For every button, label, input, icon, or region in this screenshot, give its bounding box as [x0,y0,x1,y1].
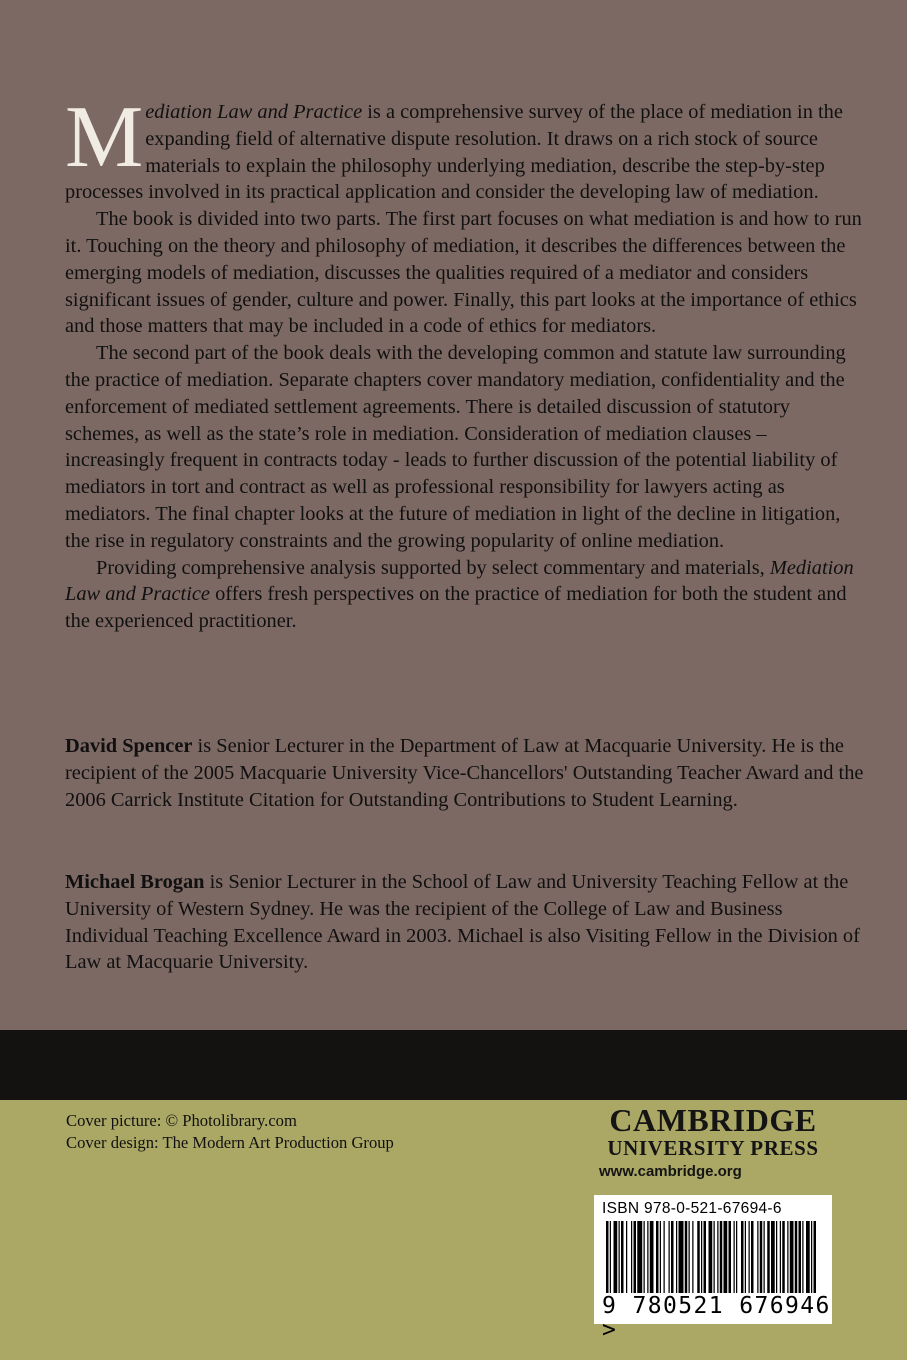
barcode-bar [736,1221,737,1293]
dark-divider-band [0,1030,907,1100]
barcode-bar [656,1221,659,1293]
barcode-bar [811,1221,812,1293]
publisher-url: www.cambridge.org [599,1163,742,1180]
drop-cap-letter: M [65,89,144,186]
barcode-bar [679,1221,684,1293]
barcode-bar [760,1221,763,1293]
barcode-bar [806,1221,810,1293]
barcode-bar [709,1221,713,1293]
barcode-bar [795,1221,798,1293]
barcode-bar [647,1221,648,1293]
blurb-paragraph-4-rest: offers fresh perspectives on the practice of mediation for both the student and the experienced practitioner. [65,583,847,633]
barcode-bar [767,1221,770,1293]
barcode-bar [814,1221,817,1293]
barcode-bar [776,1221,777,1293]
book-title-italic: ediation Law and Practice [145,101,363,123]
barcode-bar [704,1221,707,1293]
barcode-bar [780,1221,781,1293]
cover-design-credit: Cover design: The Modern Art Production Group [66,1133,394,1152]
book-blurb [65,89,865,635]
barcode-bars [602,1221,824,1293]
barcode-bar [637,1221,642,1293]
blurb-paragraph-4 [65,555,865,635]
barcode-bar [714,1221,715,1293]
barcode-bar [644,1221,645,1293]
barcode-bar [724,1221,728,1293]
blurb-paragraph-1-text: is a comprehensive survey of the place of mediation in the expanding field of alternative dispute resolution. It draws on a rich stock of source materials to explain the philosophy underlying mediation, describe the step-by-step processes involved in its practical application and consider the developing law of mediation. [65,101,843,204]
author-bio-text: is Senior Lecturer in the Department of Law at Macquarie University. He is the recipient of the 2005 Macquarie University Vice-Chancellors' Outstanding Teacher Award and the 2006 Carrick Institute Citation for Outstanding Contributions to Student Learning. [65,735,864,811]
barcode-bar [802,1221,803,1293]
barcode-bar [606,1221,609,1293]
publisher-subname: UNIVERSITY PRESS [607,1136,819,1160]
barcode-bar [634,1221,637,1293]
barcode-bar [757,1221,758,1293]
barcode-bar [787,1221,788,1293]
barcode-bar [729,1221,732,1293]
barcode-bar [669,1221,670,1293]
publisher-name: CAMBRIDGE [609,1102,817,1138]
barcode-bar [749,1221,750,1293]
barcode-bar [717,1221,718,1293]
barcode-bar [771,1221,775,1293]
barcode-bar [697,1221,700,1293]
author-bio-brogan [65,869,865,976]
barcode-bar [790,1221,794,1293]
barcode-bar [764,1221,765,1293]
author-name: Michael Brogan [65,871,205,893]
barcode-bar [614,1221,618,1293]
author-bio-spencer [65,733,865,813]
author-name: David Spencer [65,735,193,757]
barcode-bar [685,1221,688,1293]
barcode-bar [671,1221,674,1293]
barcode-bar [621,1221,624,1293]
barcode-bar [619,1221,620,1293]
barcode-bar [689,1221,690,1293]
book-title-italic: Mediation Law and Practice [65,556,854,606]
barcode-bar [701,1221,702,1293]
barcode-bar [610,1221,611,1293]
publisher-logo [598,1103,828,1183]
author-bio-text: is Senior Lecturer in the School of Law and University Teaching Fellow at the University of Western Sydney. He was the recipient of the College of Law and Business Individual Teaching Excellence Award in 2003. Michael is also Visiting Fellow in the Division of Law at Macquarie University. [65,871,860,974]
barcode-bar [745,1221,746,1293]
barcode-bar [692,1221,693,1293]
barcode-bar [734,1221,735,1293]
blurb-paragraph-1 [65,89,865,206]
blurb-paragraph-3: The second part of the book deals with the developing common and statute law surrounding the practice of mediation. Separate chapters cover mandatory mediation, confidentiality and the enforcement of mediated settlement agreements. There is detailed discussion of statutory schemes, as well as the state’s role in mediation. Consideration of mediation clauses – increasingly frequent in contracts today - leads to further discussion of the potential liability of mediators in tort and contract as well as professional responsibility for lawyers acting as mediators. The final chapter looks at the future of mediation in light of the decline in litigation, the rise in regulatory constraints and the growing popularity of online mediation. [65,342,846,552]
barcode-bar [741,1221,744,1293]
isbn-label: ISBN 978-0-521-67694-6 [602,1200,782,1217]
barcode-bar [660,1221,661,1293]
isbn-barcode [594,1195,832,1343]
barcode-bar [650,1221,654,1293]
barcode-bar [751,1221,754,1293]
barcode-bar [676,1221,677,1293]
barcode-bar [799,1221,802,1293]
cover-picture-credit: Cover picture: © Photolibrary.com [66,1111,297,1130]
barcode-bar [664,1221,665,1293]
barcode-digits: 9 780521 676946 > [602,1293,831,1343]
barcode-bar [631,1221,632,1293]
cover-credits [66,1110,394,1154]
blurb-paragraph-4-lead: Providing comprehensive analysis supported by select commentary and materials, [96,556,770,579]
barcode-bar [626,1221,627,1293]
barcode-bar [782,1221,785,1293]
blurb-paragraph-2: The book is divided into two parts. The first part focuses on what mediation is and how to run it. Touching on the theory and philosophy of mediation, it describes the differences between the emerging models of mediation, discusses the qualities required of a mediator and considers significant issues of gender, culture and power. Finally, this part looks at the importance of ethics and those matters that may be included in a code of ethics for mediators. [65,208,862,338]
barcode-bar [720,1221,723,1293]
